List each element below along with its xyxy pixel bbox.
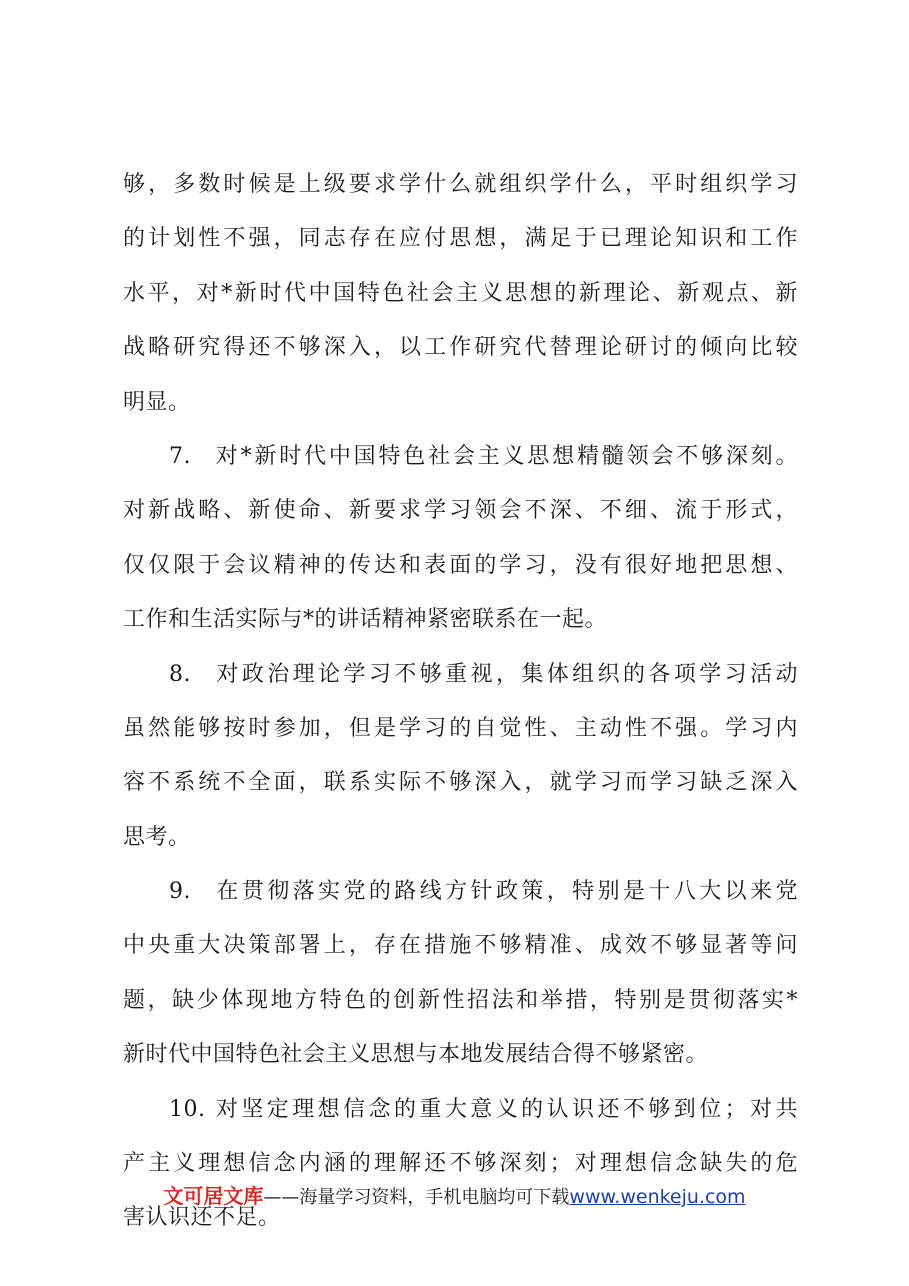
paragraph-item-9	[123, 865, 798, 1083]
text-line: 中央重大决策部署上，存在措施不够精准、成效不够显著等问	[123, 933, 798, 959]
text-line: 新时代中国特色社会主义思想与本地发展结合得不够紧密。	[123, 1042, 709, 1068]
text-line: 仅仅限于会议精神的传达和表面的学习，没有很好地把思想、	[123, 552, 798, 578]
text-line: 工作和生活实际与*的讲话精神紧密联系在一起。	[123, 607, 608, 633]
text-line: 害认识还不足。	[123, 1205, 281, 1231]
footer-brand: 文可居文库	[163, 1184, 264, 1208]
footer-website-link[interactable]: www.wenkeju.com	[569, 1186, 746, 1208]
text-line: 10. 对坚定理想信念的重大意义的认识还不够到位；对共	[169, 1096, 798, 1122]
text-line: 思考。	[123, 824, 191, 850]
text-line: 够，多数时候是上级要求学什么就组织学什么，平时组织学习	[123, 172, 798, 197]
text-line: 7. 对*新时代中国特色社会主义思想精髓领会不够深刻。	[169, 443, 798, 469]
text-line: 产主义理想信念内涵的理解还不够深刻；对理想信念缺失的危	[123, 1151, 798, 1177]
document-body	[123, 158, 798, 1246]
text-line: 对新战略、新使命、新要求学习领会不深、不细、流于形式，	[123, 498, 798, 524]
text-line: 的计划性不强，同志存在应付思想，满足于已理论知识和工作	[123, 226, 798, 252]
text-line: 9. 在贯彻落实党的路线方针政策，特别是十八大以来党	[169, 879, 798, 905]
text-line: 题，缺少体现地方特色的创新性招法和举措，特别是贯彻落实*	[123, 987, 798, 1013]
paragraph-item-8	[123, 648, 798, 866]
text-line: 战略研究得还不够深入，以工作研究代替理论研讨的倾向比较	[123, 335, 798, 361]
text-line: 虽然能够按时参加，但是学习的自觉性、主动性不强。学习内	[123, 715, 798, 741]
text-line: 容不系统不全面，联系实际不够深入，就学习而学习缺乏深入	[123, 770, 798, 796]
text-line: 8. 对政治理论学习不够重视，集体组织的各项学习活动	[169, 661, 798, 687]
paragraph-continuation	[123, 158, 798, 430]
paragraph-item-10	[123, 1083, 798, 1246]
footer-slogan: ——海量学习资料，手机电脑均可下载	[263, 1187, 570, 1208]
footer-banner	[0, 1180, 909, 1214]
text-line: 明显。	[123, 389, 191, 415]
paragraph-item-7	[123, 430, 798, 648]
text-line: 水平，对*新时代中国特色社会主义思想的新理论、新观点、新	[123, 280, 798, 306]
